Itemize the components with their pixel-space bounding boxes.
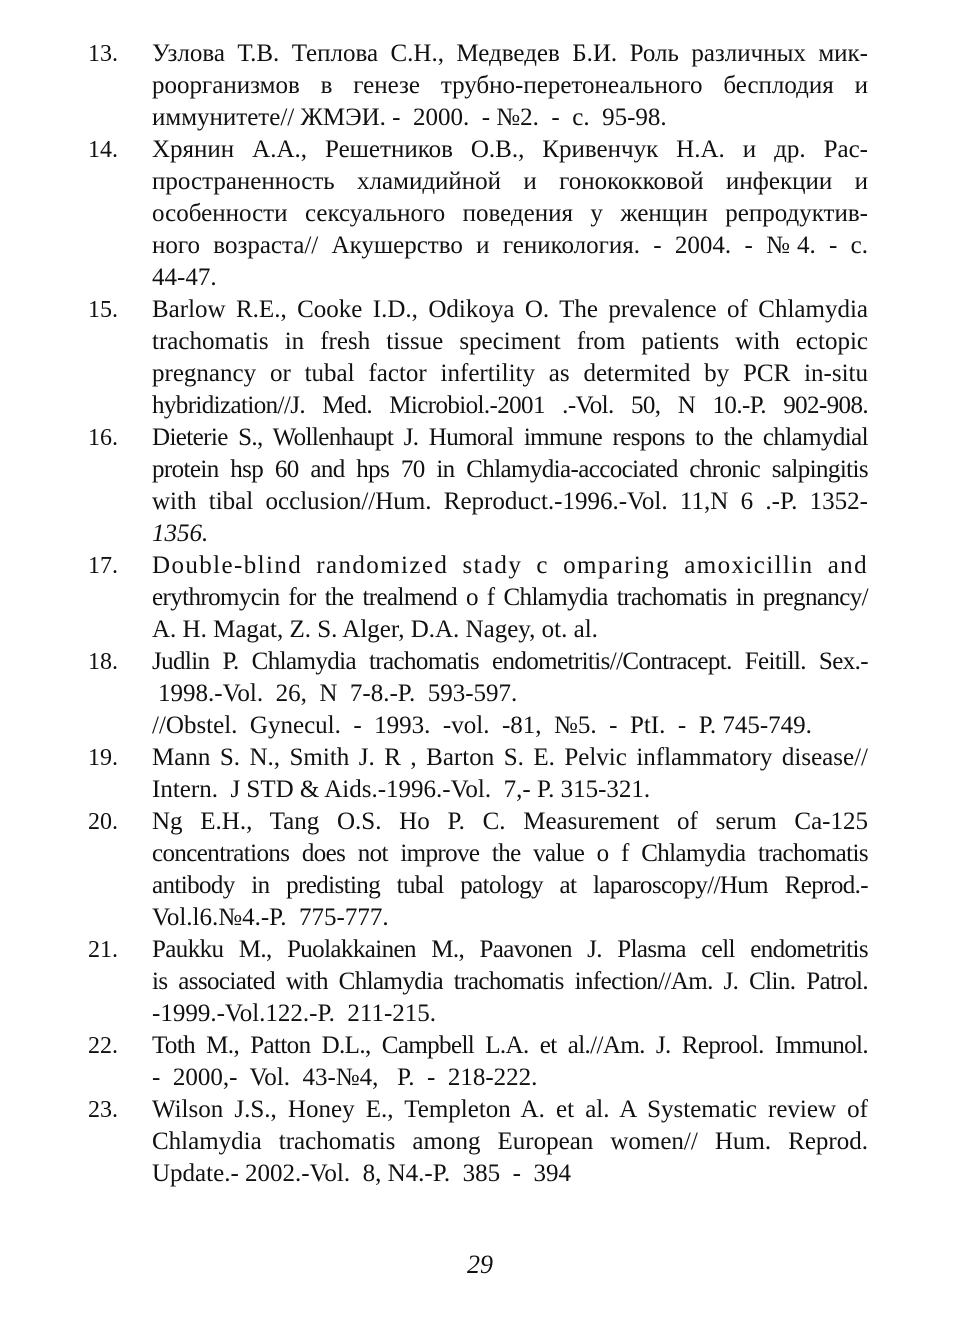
reference-item [88,806,868,934]
reference-item [88,422,868,550]
reference-number: 21. [88,937,118,963]
reference-text [152,550,868,646]
reference-line: is associated with Chlamydia trachomatis infection//Am. J. Clin. Patrol. [152,968,868,995]
reference-line: Узлова Т.В. Теплова С.Н., Медведев Б.И. Роль различных мик- [152,40,868,67]
reference-line: //Obstel. Gynecul. - 1993. -vol. -81, №5. - PtI. - P. 745-749. [152,712,812,739]
reference-line: Update.- 2002.-Vol. 8, N4.-P. 385 - 394 [152,1160,571,1187]
reference-line: особенности сексуального поведения у женщин репродуктив- [152,200,868,227]
reference-item [88,1094,868,1190]
reference-number: 17. [88,553,118,579]
reference-line: Double-blind randomized stady c omparing amoxicillin and [152,552,868,579]
reference-number: 13. [88,41,118,67]
reference-text [152,1030,868,1094]
reference-line: with tibal occlusion//Hum. Reproduct.-1996.-Vol. 11,N 6 .-P. 1352- [152,488,868,515]
reference-line: Mann S. N., Smith J. R , Barton S. E. Pelvic inflammatory disease// [152,744,868,771]
reference-line: Dieterie S., Wollenhaupt J. Humoral immune respons to the chlamydial [152,424,868,451]
reference-number: 18. [88,649,118,675]
reference-line: -1999.-Vol.122.-P. 211-215. [152,1000,437,1027]
reference-item [88,134,868,294]
reference-text [152,806,868,934]
reference-text [152,646,868,742]
reference-line: erythromycin for the trealmend o f Chlamydia trachomatis in pregnancy/ [152,584,868,611]
reference-line: - 2000,- Vol. 43-№4, P. - 218-222. [152,1064,538,1091]
reference-text [152,742,868,806]
reference-number: 15. [88,297,118,323]
reference-line: 1998.-Vol. 26, N 7-8.-P. 593-597. [158,680,518,707]
reference-line: Toth M., Patton D.L., Campbell L.A. et al.//Am. J. Reprool. Immunol. [152,1032,868,1059]
reference-item [88,294,868,422]
reference-line: Vol.l6.№4.-P. 775-777. [152,904,389,931]
reference-line: hybridization//J. Med. Microbiol.-2001 .-Vol. 50, N 10.-P. 902-908. [152,392,868,419]
reference-line: Chlamydia trachomatis among European women// Hum. Reprod. [152,1128,868,1155]
reference-line: concentrations does not improve the value o f Chlamydia trachomatis [152,840,868,867]
reference-number: 16. [88,425,118,451]
reference-item [88,38,868,134]
reference-line: 44-47. [152,264,217,291]
reference-item [88,550,868,646]
reference-line: pregnancy or tubal factor infertility as determited by PCR in-situ [152,360,868,387]
reference-line: пространенность хламидийной и гонококковой инфекции и [152,168,868,195]
reference-number: 19. [88,745,118,771]
reference-line: Wilson J.S., Honey E., Templeton A. et al. A Systematic review of [152,1096,868,1123]
reference-item [88,646,868,742]
reference-line: Intern. J STD & Aids.-1996.-Vol. 7,- P. 315-321. [152,776,651,803]
reference-line: Judlin P. Chlamydia trachomatis endometritis//Contracept. Feitill. Sex.- [152,648,868,675]
reference-line: ного возраста// Акушерство и геникология. - 2004. - №4. - с. [152,232,868,259]
reference-item [88,742,868,806]
page-number: 29 [467,1250,493,1279]
reference-line: 1356. [152,520,209,547]
reference-line: Paukku M., Puolakkainen M., Paavonen J. Plasma cell endometritis [152,936,868,963]
reference-line: A. H. Magat, Z. S. Alger, D.A. Nagey, ot. al. [152,616,598,643]
reference-line: trachomatis in fresh tissue speciment from patients with ectopic [152,328,868,355]
reference-text [152,422,868,550]
reference-line: роорганизмов в генезе трубно-перетонеального бесплодия и [152,72,868,99]
reference-text [152,134,868,294]
reference-line: Хрянин А.А., Решетников О.В., Кривенчук Н.А. и др. Рас- [152,136,868,163]
reference-number: 22. [88,1033,118,1059]
reference-text [152,1094,868,1190]
reference-text [152,934,868,1030]
reference-line: antibody in predisting tubal patology at laparoscopy//Hum Reprod.- [152,872,868,899]
reference-number: 14. [88,137,118,163]
reference-line: Ng E.H., Tang O.S. Ho P. C. Measurement of serum Ca-125 [152,808,868,835]
reference-item [88,1030,868,1094]
reference-line: protein hsp 60 and hps 70 in Chlamydia-accociated chronic salpingitis [152,456,868,483]
reference-line: иммунитете// ЖМЭИ. - 2000. - №2. - с. 95-98. [152,104,667,131]
reference-number: 20. [88,809,118,835]
reference-number: 23. [88,1097,118,1123]
reference-text [152,294,868,422]
reference-line: Barlow R.E., Cooke I.D., Odikoya O. The prevalence of Chlamydia [152,296,868,323]
reference-list [88,38,868,1190]
reference-text [152,38,868,134]
reference-item [88,934,868,1030]
